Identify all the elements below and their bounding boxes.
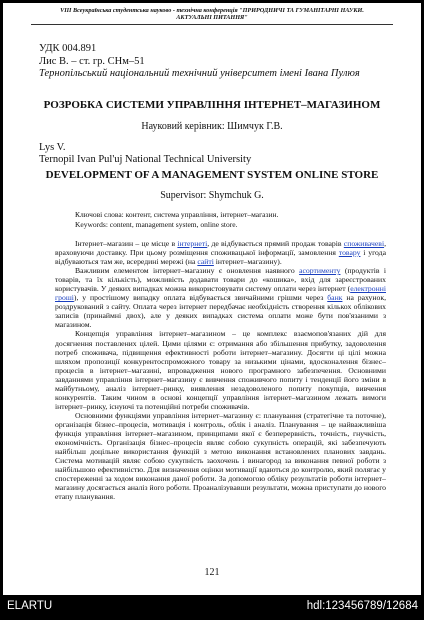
paragraph-3: Концепція управління інтернет–магазином – це комплекс взаємопов'язаних дій для досягнення поставлених цілей. Цими цілями є: отримання або збільшення прибутку, задоволення потреб споживача, підвищення ефективності роботи інтернет–магазину. Досягти ці цілі можна шляхом пропозиції конкурентоспроможного товару за низькими цінами, вдосконалення бізнес–процесів в інтернет–магазині, впровадження нового програмного забезпечення. Основними завданнями управління інтернет–магазину є вивчення споживчого попиту і тенденції його зміни в майбутньому, аналіз інтернет–ринку, виявлення незадоволеного попиту покупців, вивчення конкурентів. Таким чином в основі концепції управління інтернет–магазином лежать вимоги інтернет–ринку, існуючі та потенційні потреби споживачів. xyxy=(55,329,386,411)
title-ua: РОЗРОБКА СИСТЕМИ УПРАВЛІННЯ ІНТЕРНЕТ–МАГАЗИНОМ xyxy=(43,99,381,111)
paragraph-2 xyxy=(55,266,386,329)
repository-label: ELARTU xyxy=(7,600,53,612)
conference-header-line2: АКТУАЛЬНІ ПИТАННЯ" xyxy=(176,14,248,22)
link-electronic-money[interactable]: електронні гроші xyxy=(55,284,386,303)
text-run: Важливим елементом інтернет–магазину є оновлення наявного xyxy=(75,266,300,276)
link-site[interactable]: сайті xyxy=(197,257,214,267)
link-consumer[interactable]: споживачеві xyxy=(343,239,385,248)
institution-ua: Тернопільський національний технічний університет імені Івана Пулюя xyxy=(39,68,360,79)
conference-header-line1: VIII Всеукраїнська студентська науково - технічна конференція "ПРИРОДНИЧІ ТА ГУМАНІТАРНІ НАУКИ. xyxy=(60,7,364,14)
paragraph-1 xyxy=(55,239,386,266)
keywords-ua: Ключові слова: контент, система управління, інтернет–магазин. xyxy=(75,210,279,219)
text-run: інтернет–магазину). xyxy=(213,257,282,267)
handle-identifier: hdl:123456789/12684 xyxy=(306,600,418,612)
supervisor-en: Supervisor: Shymchuk G. xyxy=(160,190,264,201)
link-assortment[interactable]: асортименту xyxy=(299,266,341,276)
header-rule xyxy=(31,24,393,25)
keywords-en: Keywords: content, management system, online store. xyxy=(75,220,238,229)
link-internet[interactable]: інтернеті xyxy=(177,239,208,248)
link-bank[interactable]: банк xyxy=(327,293,343,303)
text-run: на рахунок, роздрукований з сайту. Оплата через інтернет передбачає необхідність створення кількох облікових записів (принаймні двох), але у деяких випадках система оплати може бути пов'язаними з магазином. xyxy=(55,293,387,330)
author-en: Lys V. xyxy=(39,142,66,153)
article-body xyxy=(55,239,386,501)
author-ua: Лис В. – ст. гр. СНм–51 xyxy=(39,56,145,67)
text-run: і угода відбуваються там же, всередині мережі (на xyxy=(55,248,386,267)
text-run: , враховуючи доставку. При цьому розміщення споживацької інформації, замовлення xyxy=(55,239,386,258)
text-run: (продуктів і товарів, та їх кількість), можливість додавати товари до «кошика», вхід для зареєстрованих користувачів. У деяких випадках можна використовувати систему оплати через інтернет ( xyxy=(55,266,386,294)
institution-en: Ternopil Ivan Pul'uj National Technical University xyxy=(39,154,252,165)
udk-code: УДК 004.891 xyxy=(39,43,97,54)
paragraph-4: Основними функціями управління інтернет–магазину є: планування (стратегічне та поточне), організація бізнес–процесів, мотивація і контроль, облік і аналіз. Планування – це найважливіша функція управління інтернет–магазином, принципами якої є безперервність, точність, гнучкість, економічність. Організація бізнес–процесів являє собою сукупність операцій, які забезпечують найбільш доцільне використання функцій з метою виконання встановлених планових завдань. Система мотивацій являє собою сукупність заохочень і винагород за виконання певної роботи з найбільшою ефективністю. Для визначення оцінки мотивації вдаються до контролю, який полягає у спостереженні за ходом виконання даної роботи. За допомогою обліку результатів роботи інтернет–магазину досягається аналіз його роботи. Проаналізувавши результати, можна приступати до нового етапу планування. xyxy=(55,410,386,502)
text-run: , де відбувається прямий продаж товарів xyxy=(207,239,344,248)
link-goods[interactable]: товару xyxy=(338,248,361,258)
supervisor-ua: Науковий керівник: Шимчук Г.В. xyxy=(141,121,283,132)
conference-header xyxy=(33,7,391,21)
title-en: DEVELOPMENT OF A MANAGEMENT SYSTEM ONLINE STORE xyxy=(45,169,379,181)
text-run: ), у простішому випадку оплата відбувається звичайними грішми через xyxy=(73,293,328,303)
text-run: Інтернет–магазин – це місце в xyxy=(75,239,178,248)
document-page xyxy=(3,3,421,595)
page-number: 121 xyxy=(204,567,220,578)
